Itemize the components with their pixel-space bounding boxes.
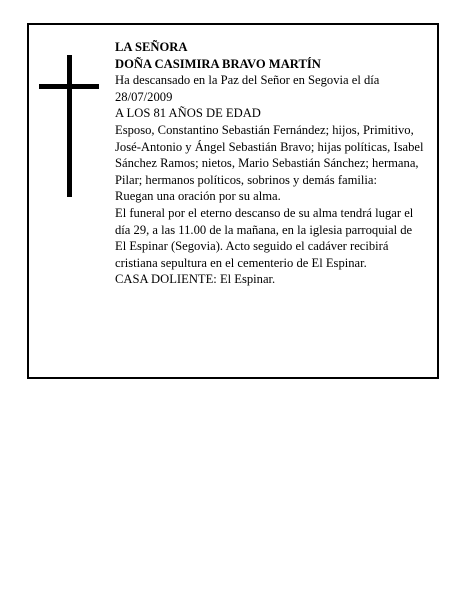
obituary-notice bbox=[27, 23, 439, 379]
mourning-house: CASA DOLIENTE: El Espinar. bbox=[115, 272, 276, 287]
cross-horizontal-beam bbox=[39, 84, 99, 89]
family-list: Esposo, Constantino Sebastián Fernández; hijos, Primitivo, José-Antonio y Ángel Sebastián Bravo; hijas políticas, Isabel Sánchez Ramos; nietos, Mario Sebastián Sánchez; hermana, Pilar; hermanos políticos, sobrinos y demás familia: bbox=[115, 122, 424, 187]
obituary-text bbox=[115, 39, 425, 288]
title-line-1: LA SEÑORA bbox=[115, 40, 188, 54]
cross-vertical-beam bbox=[67, 55, 72, 197]
prayer-request: Ruegan una oración por su alma. bbox=[115, 189, 281, 204]
death-statement: Ha descansado en la Paz del Señor en Segovia el día 28/07/2009 bbox=[115, 73, 380, 104]
funeral-details: El funeral por el eterno descanso de su alma tendrá lugar el día 29, a las 11.00 de la mañana, en la iglesia parroquial de El Espinar (Segovia). Acto seguido el cadáver recibirá cristiana sepultura en el cementerio de El Espinar. bbox=[115, 205, 414, 270]
deceased-name: DOÑA CASIMIRA BRAVO MARTÍN bbox=[115, 56, 321, 71]
cross-icon bbox=[39, 55, 99, 197]
age-line: A LOS 81 AÑOS DE EDAD bbox=[115, 106, 261, 121]
